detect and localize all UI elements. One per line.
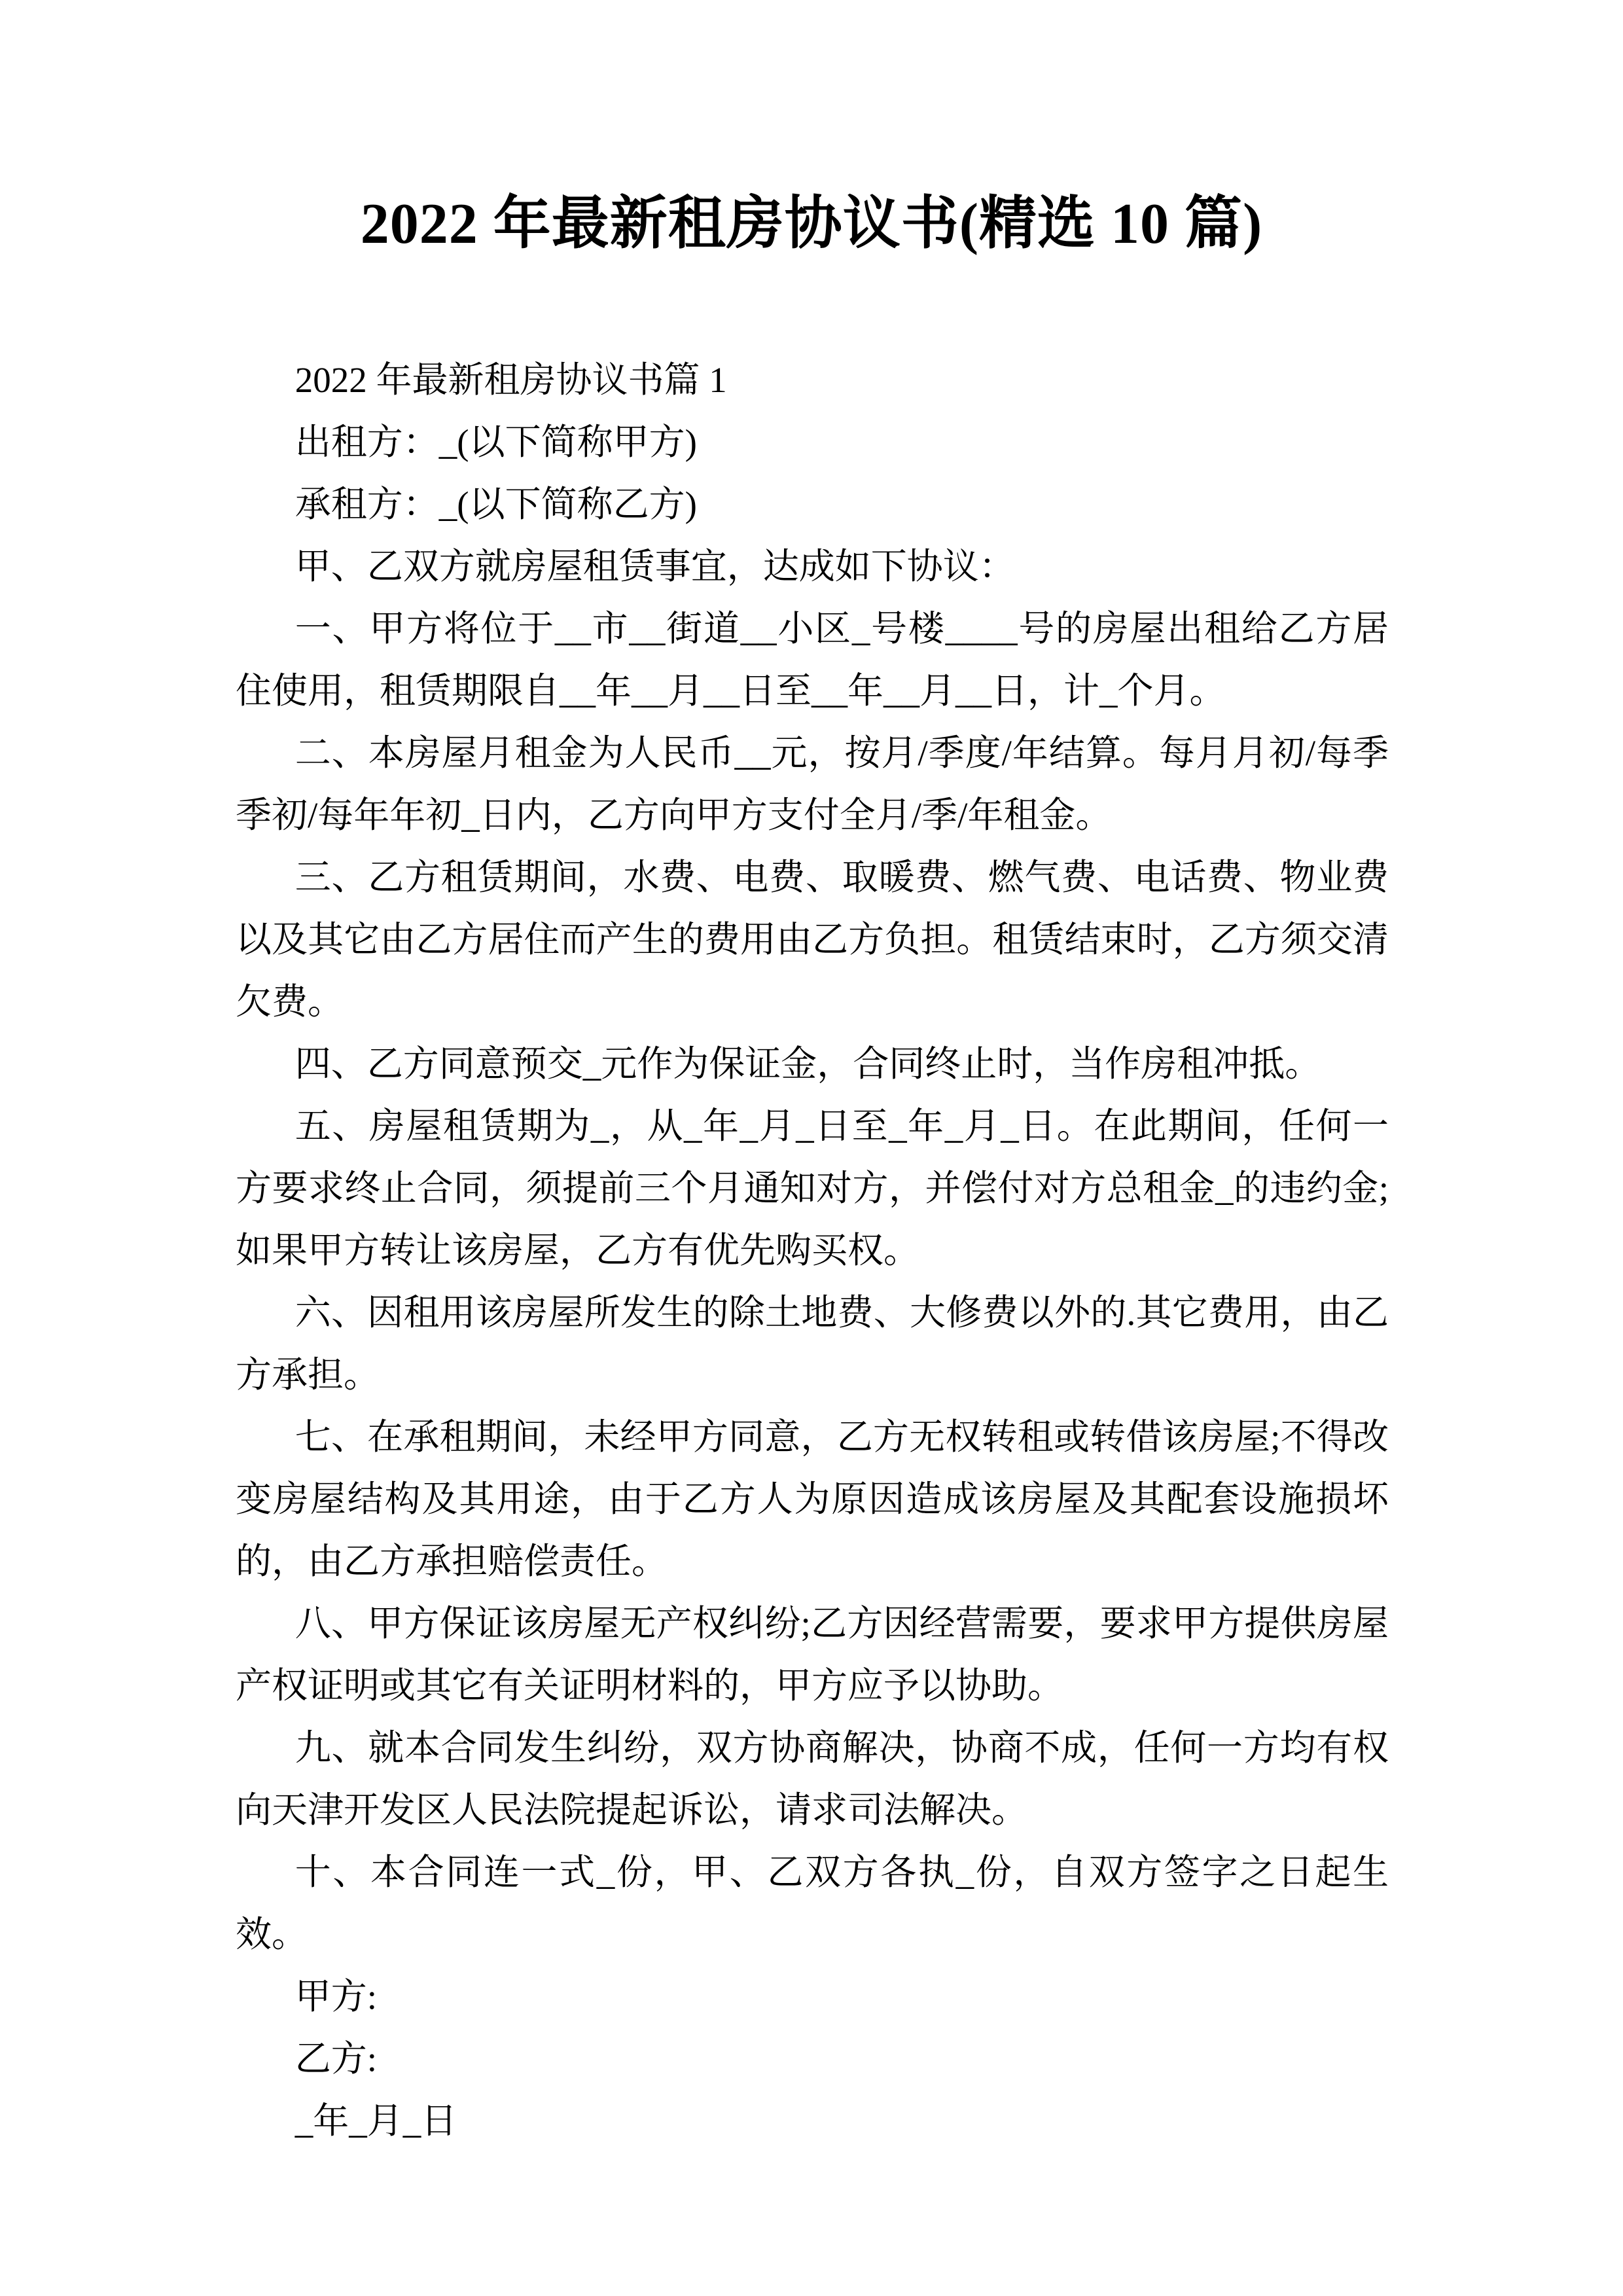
lessee-line: 承租方：_(以下简称乙方)	[294, 484, 697, 525]
lessor-line: 出租方：_(以下简称甲方)	[294, 422, 697, 463]
signature-party-a: 甲方:	[294, 1977, 378, 2017]
clause-10: 十、本合同连一式_份，甲、乙双方各执_份，自双方签字之日起生效。	[236, 1852, 1389, 1955]
clause-4: 四、乙方同意预交_元作为保证金，合同终止时，当作房租冲抵。	[294, 1044, 1321, 1085]
clause-5: 五、房屋租赁期为_，从_年_月_日至_年_月_日。在此期间，任何一方要求终止合同，须提前三个月通知对方，并偿付对方总租金_的违约金;如果甲方转让该房屋，乙方有优先购买权。	[236, 1106, 1389, 1271]
clause-7: 七、在承租期间，未经甲方同意，乙方无权转租或转借该房屋;不得改变房屋结构及其用途，由于乙方人为原因造成该房屋及其配套设施损坏的，由乙方承担赔偿责任。	[236, 1417, 1389, 1582]
clause-2: 二、本房屋月租金为人民币__元，按月/季度/年结算。每月月初/每季季初/每年年初_日内，乙方向甲方支付全月/季/年租金。	[236, 733, 1389, 836]
clause-9: 九、就本合同发生纠纷，双方协商解决，协商不成，任何一方均有权向天津开发区人民法院提起诉讼，请求司法解决。	[236, 1728, 1389, 1831]
section-heading: 2022 年最新租房协议书篇 1	[294, 360, 727, 401]
document-body	[0, 349, 1623, 2152]
agreement-intro-line: 甲、乙双方就房屋租赁事宜，达成如下协议：	[294, 547, 1015, 587]
clause-8: 八、甲方保证该房屋无产权纠纷;乙方因经营需要，要求甲方提供房屋产权证明或其它有关证明材料的，甲方应予以协助。	[236, 1604, 1389, 1706]
signature-party-b: 乙方:	[294, 2039, 378, 2079]
clause-6: 六、因租用该房屋所发生的除土地费、大修费以外的.其它费用，由乙方承担。	[236, 1293, 1389, 1395]
clause-1: 一、甲方将位于__市__街道__小区_号楼____号的房屋出租给乙方居住使用，租赁期限自__年__月__日至__年__月__日，计_个月。	[236, 609, 1389, 711]
clause-3: 三、乙方租赁期间，水费、电费、取暖费、燃气费、电话费、物业费以及其它由乙方居住而产生的费用由乙方负担。租赁结束时，乙方须交清欠费。	[236, 857, 1389, 1022]
signature-date-line: _年_月_日	[294, 2101, 457, 2142]
document-title: 2022 年最新租房协议书(精选 10 篇)	[360, 192, 1263, 256]
